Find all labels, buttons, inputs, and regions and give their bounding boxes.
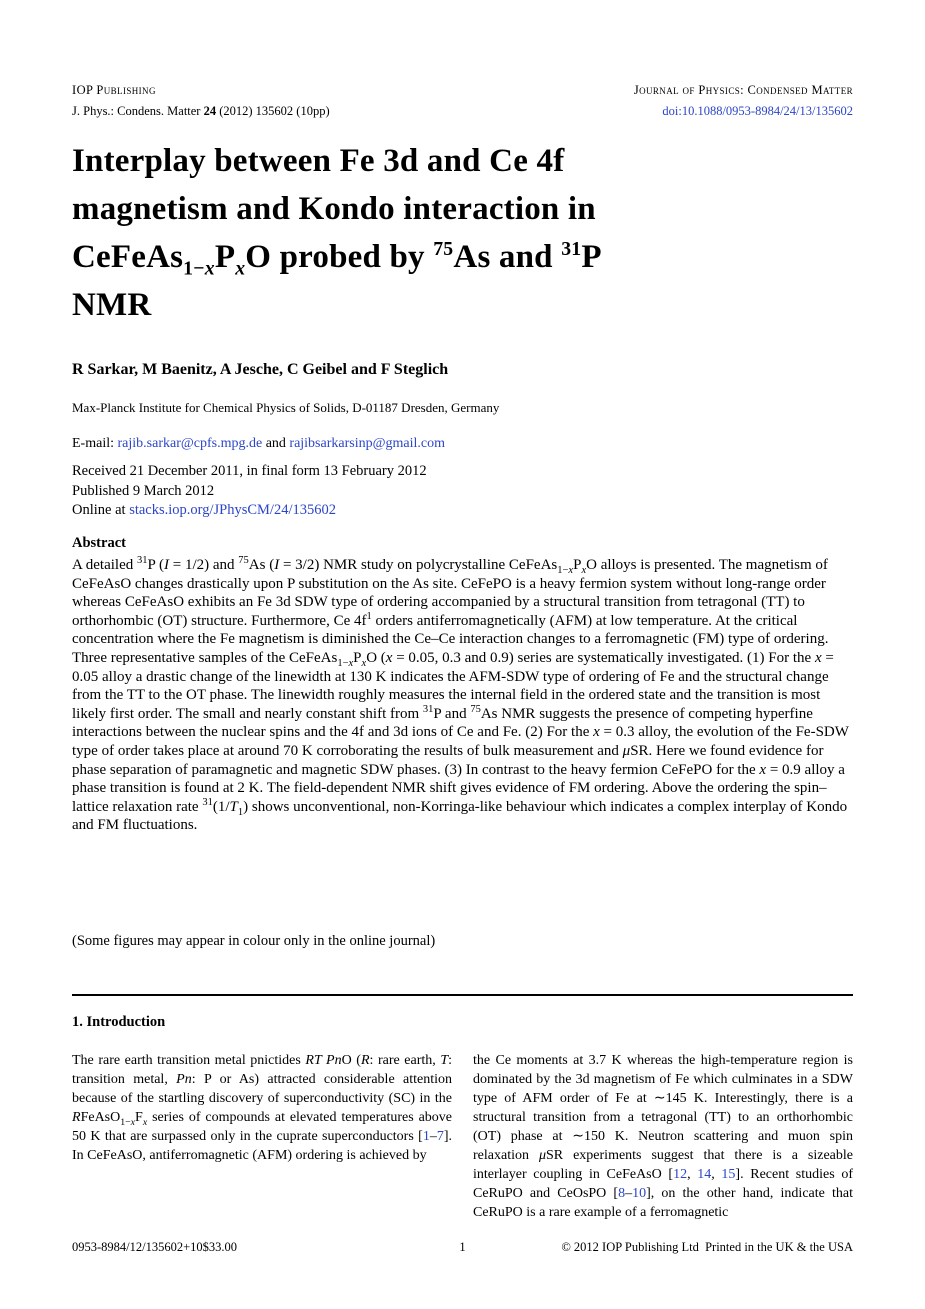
citation-ref[interactable]: 7	[436, 1129, 444, 1144]
citation-ref[interactable]: 12	[673, 1167, 688, 1182]
citation-ref[interactable]: 15	[721, 1167, 736, 1182]
journal-article-page	[72, 0, 853, 1309]
journal-name: Journal of Physics: Condensed Matter	[633, 83, 853, 97]
intro-column-right: the Ce moments at 3.7 K whereas the high-temperature region is dominated by the 3d magnetism of Fe which culminates in a SDW type of AFM order of Fe at ∼145 K. Interestingly, there is a structural transition from a tetragonal (TT) to an orthorhombic (OT) phase at ∼150 K. Neutron scattering and muon spin relaxation μSR experiments suggest that there is a sizeable interlayer coupling in CeFeAsO [12, 14, 15]. Recent studies of CeRuPO and CeOsPO [8–10], on the other hand, indicate that CeRuPO is a rare example of a ferromagnetic	[473, 1053, 854, 1220]
citation-volume: 24	[203, 104, 217, 118]
paper-title: Interplay between Fe 3d and Ce 4f magnetism and Kondo interaction in $CeFeAs_{1-x}P_xO$ probed by $^{75}$As and $^{31}$P NMR	[72, 143, 602, 323]
doi-link[interactable]: doi:10.1088/0953-8984/24/13/135602	[662, 104, 853, 118]
published-line: Published 9 March 2012	[72, 482, 215, 499]
online-link[interactable]: stacks.iop.org/JPhysCM/24/135602	[129, 502, 336, 518]
page-footer	[72, 1240, 853, 1255]
intro-heading: 1. Introduction	[72, 1014, 166, 1030]
citation-row	[72, 104, 853, 119]
email-label: E-mail:	[72, 436, 118, 451]
section-divider	[72, 994, 853, 996]
publisher-name: IOP Publishing	[72, 83, 156, 97]
footer-page-number: 1	[459, 1240, 466, 1254]
footer-issn-price: 0953-8984/12/135602+10$33.00	[72, 1240, 238, 1254]
figures-availability-note: (Some figures may appear in colour only in the online journal)	[72, 933, 436, 949]
intro-column-left: The rare earth transition metal pnictides RT PnO (R: rare earth, T: transition metal, Pn: P or As) attracted considerable attention because of the startling discovery of superconductivity (SC) in the $RFeAsO_{1-x}F_x$ series of compounds at elevated temperatures above 50 K that are surpassed only in the cuprate superconductors [1–7]. In CeFeAsO, antiferromagnetic (AFM) ordering is achieved by	[72, 1053, 452, 1163]
email-link-2[interactable]: rajibsarkarsinp@gmail.com	[289, 436, 445, 451]
abstract-body: A detailed $^{31}$P (I = 1/2) and $^{75}$As (I = 3/2) NMR study on polycrystalline $CeFeAs_{1-x}P_xO$ alloys is presented. The magnetism of CeFeAsO changes drastically upon P substitution on the As site. CeFePO is a heavy fermion system without long-range order whereas CeFeAsO exhibits an Fe 3d SDW type of ordering accompanied by a structural transition from tetragonal (TT) to orthorhombic (OT) structure. Furthermore, Ce $4f^1$ orders antiferromagnetically (AFM) at low temperature. At the critical concentration where the Fe magnetism is diminished the Ce–Ce interaction changes to a ferromagnetic (FM) type of ordering. Three representative samples of the $CeFeAs_{1-x}P_xO$ (x = 0.05, 0.3 and 0.9) series are systematically investigated. (1) For the x = 0.05 alloy a drastic change of the linewidth at 130 K indicates the AFM-SDW type of ordering of Fe and the structural change from the TT to the OT phase. The linewidth roughly measures the internal field in the ordered state and the transition is most likely first order. The small and nearly constant shift from $^{31}$P and $^{75}$As NMR suggests the presence of competing hyperfine interactions between the nuclear spins and the 4f and 3d ions of Ce and Fe. (2) For the x = 0.3 alloy, the evolution of the Fe-SDW type of order takes place at around 70 K corroborating the results of bulk measurement and μSR. Here we found evidence for phase separation of paramagnetic and magnetic SDW phases. (3) In contrast to the heavy fermion CeFePO for the x = 0.9 alloy a phase transition is found at 2 K. The field-dependent NMR shift gives evidence of FM ordering. Above the ordering the spin–lattice relaxation rate $^{31}(1/T_1)$ shows unconventional, non-Korringa-like behaviour which indicates a complex interplay of Kondo and FM fluctuations.	[72, 555, 849, 834]
authors-line: R Sarkar, M Baenitz, A Jesche, C Geibel and F Steglich	[72, 361, 449, 378]
footer-copyright: © 2012 IOP Publishing Ltd Printed in the UK & the USA	[561, 1240, 853, 1254]
affiliation-line: Max-Planck Institute for Chemical Physics of Solids, D-01187 Dresden, Germany	[72, 400, 500, 415]
citation-ref[interactable]: 14	[697, 1167, 712, 1182]
intro-columns	[72, 1051, 853, 1222]
citation-ref[interactable]: 8	[618, 1186, 626, 1201]
citation-ref[interactable]: 10	[632, 1186, 647, 1201]
running-head	[72, 83, 853, 98]
email-separator: and	[262, 436, 290, 451]
email-link-1[interactable]: rajib.sarkar@cpfs.mpg.de	[117, 436, 263, 451]
abstract-heading: Abstract	[72, 535, 126, 551]
received-line: Received 21 December 2011, in final form 13 February 2012	[72, 463, 427, 479]
online-line: Online at stacks.iop.org/JPhysCM/24/135602	[72, 502, 336, 518]
citation-ref[interactable]: 1	[422, 1129, 430, 1144]
citation-info: J. Phys.: Condens. Matter 24 (2012) 135602 (10pp)	[72, 104, 330, 118]
dates-block	[72, 462, 853, 521]
email-line	[72, 436, 853, 452]
